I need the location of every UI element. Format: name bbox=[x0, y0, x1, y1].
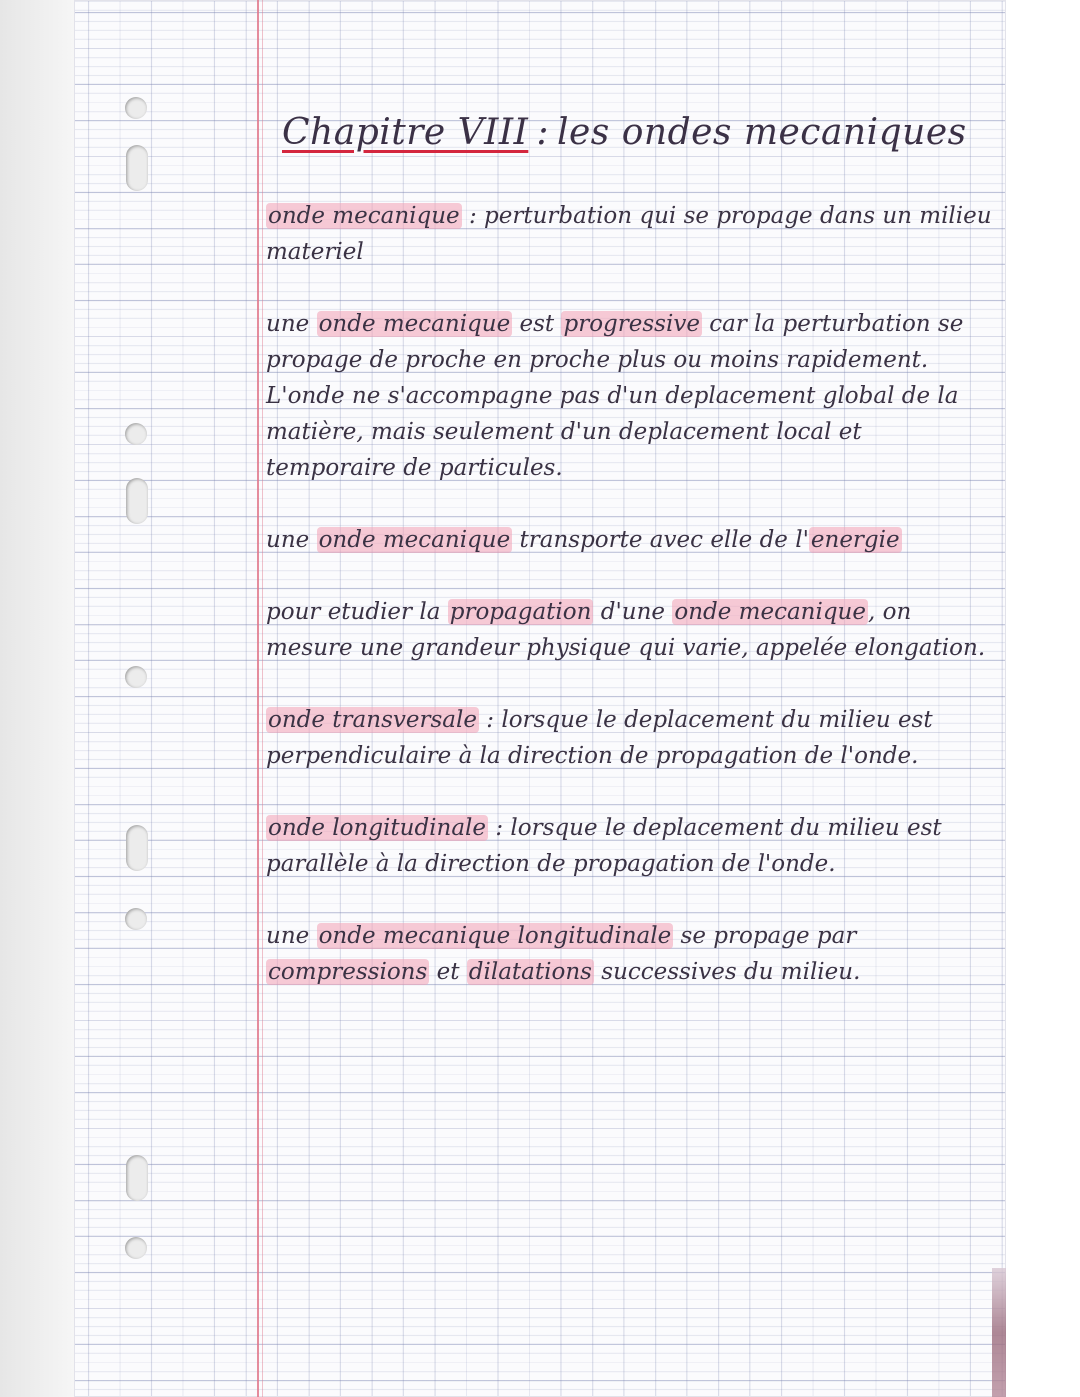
highlighted-term: progressive bbox=[563, 311, 700, 337]
binder-slot bbox=[126, 478, 148, 524]
note-text: une bbox=[266, 527, 317, 553]
binder-hole bbox=[125, 97, 147, 119]
note-text: d'une bbox=[593, 599, 673, 625]
page-title bbox=[282, 112, 967, 153]
title-subject: les ondes mecaniques bbox=[556, 112, 967, 153]
page-left-shadow bbox=[0, 0, 74, 1397]
note-paragraph bbox=[266, 702, 994, 774]
note-text: une bbox=[266, 923, 317, 949]
binder-hole bbox=[125, 908, 147, 930]
title-chapter: Chapitre VIII bbox=[282, 112, 529, 153]
highlighted-term: dilatations bbox=[468, 959, 592, 985]
note-text: est bbox=[512, 311, 562, 337]
note-paragraph bbox=[266, 522, 994, 558]
notes-body bbox=[266, 198, 994, 1026]
highlighted-term: onde mecanique bbox=[318, 311, 511, 337]
note-paragraph bbox=[266, 198, 994, 270]
page-edge-fringe bbox=[992, 1268, 1006, 1397]
note-text: et bbox=[429, 959, 467, 985]
note-text: une bbox=[266, 311, 317, 337]
note-text: se propage par bbox=[673, 923, 857, 949]
highlighted-term: onde transversale bbox=[268, 707, 477, 733]
highlighted-term: onde longitudinale bbox=[268, 815, 487, 841]
binder-hole bbox=[125, 423, 147, 445]
note-text: : lorsque le deplacement du milieu est perpendiculaire à la direction de propagation de l'onde. bbox=[266, 707, 933, 769]
margin-line-secondary bbox=[262, 0, 263, 1397]
note-text: successives du milieu. bbox=[593, 959, 861, 985]
highlighted-term: propagation bbox=[449, 599, 592, 625]
note-text: : lorsque le deplacement du milieu est parallèle à la direction de propagation de l'onde. bbox=[266, 815, 942, 877]
note-text: , on mesure une grandeur physique qui varie, appelée elongation. bbox=[266, 599, 986, 661]
highlighted-term: compressions bbox=[268, 959, 428, 985]
note-paragraph bbox=[266, 594, 994, 666]
highlighted-term: onde mecanique bbox=[318, 527, 511, 553]
title-separator: : bbox=[536, 112, 549, 153]
note-text: pour etudier la bbox=[266, 599, 448, 625]
binder-hole bbox=[125, 1237, 147, 1259]
note-text: : perturbation qui se propage dans un milieu materiel bbox=[266, 203, 992, 265]
binder-hole bbox=[125, 666, 147, 688]
note-text: transporte avec elle de l' bbox=[512, 527, 809, 553]
highlighted-term: onde mecanique longitudinale bbox=[318, 923, 672, 949]
binder-slot bbox=[126, 145, 148, 191]
binder-slot bbox=[126, 1155, 148, 1201]
note-paragraph bbox=[266, 918, 994, 990]
note-text: car la perturbation se propage de proche en proche plus ou moins rapidement. L'onde ne s'accompagne pas d'un deplacement global de la matière, mais seulement d'un deplacement local et temporaire de particules. bbox=[266, 311, 964, 481]
page-right-background bbox=[1006, 0, 1080, 1397]
margin-line bbox=[257, 0, 259, 1397]
highlighted-term: onde mecanique bbox=[674, 599, 866, 625]
note-paragraph bbox=[266, 306, 994, 486]
highlighted-term: onde mecanique bbox=[268, 203, 460, 229]
highlighted-term: energie bbox=[810, 527, 900, 553]
binder-slot bbox=[126, 825, 148, 871]
note-paragraph bbox=[266, 810, 994, 882]
